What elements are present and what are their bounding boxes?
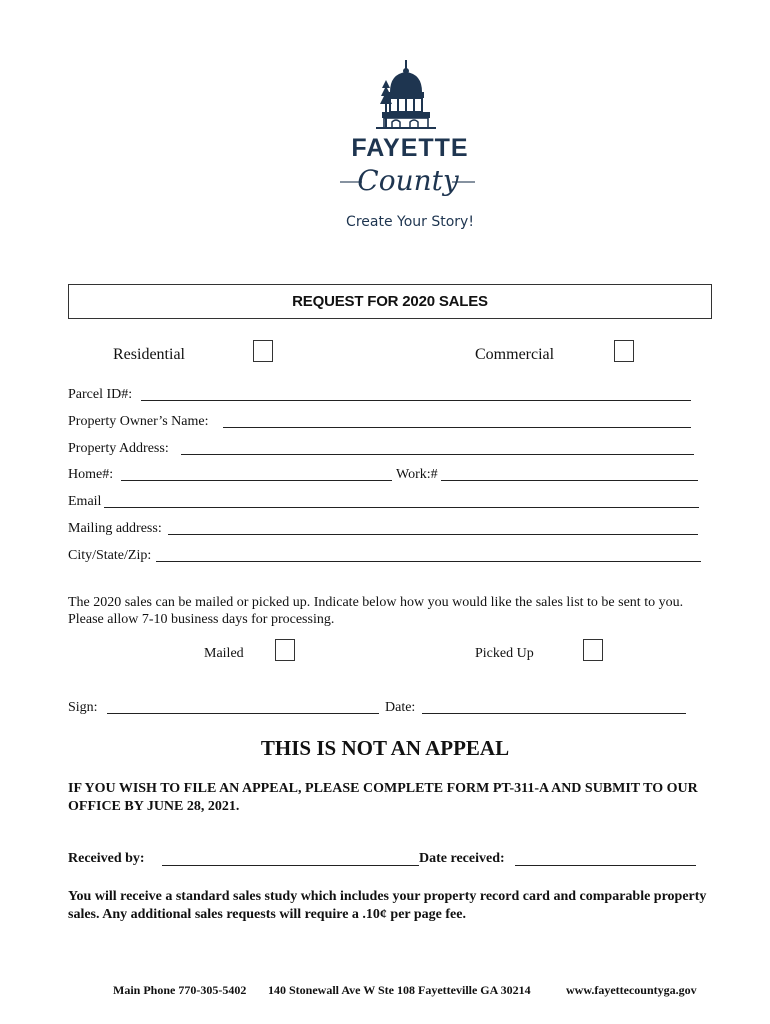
commercial-checkbox[interactable] [614, 340, 634, 362]
city-state-zip-label: City/State/Zip: [68, 548, 152, 563]
home-phone-line[interactable] [121, 480, 392, 481]
date-line[interactable] [422, 713, 686, 714]
owner-label: Property Owner’s Name: [68, 414, 209, 429]
work-phone-label: Work:# [396, 467, 438, 482]
date-received-line[interactable] [515, 865, 696, 866]
city-state-zip-line[interactable] [156, 561, 701, 562]
date-received-label: Date received: [419, 851, 505, 866]
commercial-label: Commercial [475, 346, 555, 363]
picked-up-checkbox[interactable] [583, 639, 603, 661]
email-line[interactable] [104, 507, 699, 508]
svg-text:County: County [357, 164, 459, 197]
owner-line[interactable] [223, 427, 691, 428]
home-phone-label: Home#: [68, 467, 114, 482]
email-label: Email [68, 494, 102, 509]
not-appeal-heading: THIS IS NOT AN APPEAL [260, 736, 510, 760]
residential-checkbox[interactable] [253, 340, 273, 362]
residential-label: Residential [113, 346, 185, 363]
footer-website[interactable]: www.fayettecountyga.gov [566, 983, 697, 997]
picked-up-label: Picked Up [475, 646, 534, 661]
svg-text:FAYETTE: FAYETTE [351, 134, 469, 162]
sign-label: Sign: [68, 700, 98, 715]
footer-address: 140 Stonewall Ave W Ste 108 Fayetteville GA 30214 [268, 983, 531, 997]
svg-text:Create Your Story!: Create Your Story! [346, 214, 474, 230]
address-line[interactable] [181, 454, 694, 455]
address-label: Property Address: [68, 441, 169, 456]
mailing-label: Mailing address: [68, 521, 162, 536]
sales-study-note: You will receive a standard sales study which includes your property record card and comparable property sales. Any additional sales requests will require a .10¢ per page fee. [68, 889, 707, 922]
signature-line[interactable] [107, 713, 379, 714]
footer-phone: Main Phone 770-305-5402 [113, 983, 247, 997]
form-title: REQUEST FOR 2020 SALES [68, 284, 712, 319]
received-by-label: Received by: [68, 851, 145, 866]
parcel-line[interactable] [141, 400, 691, 401]
work-phone-line[interactable] [441, 480, 698, 481]
parcel-label: Parcel ID#: [68, 387, 133, 402]
received-by-line[interactable] [162, 865, 419, 866]
delivery-instructions: The 2020 sales can be mailed or picked up. Indicate below how you would like the sales list to be sent to you. Please allow 7-10 business days for processing. [68, 595, 684, 627]
date-label: Date: [385, 700, 416, 715]
appeal-note: IF YOU WISH TO FILE AN APPEAL, PLEASE COMPLETE FORM PT-311-A AND SUBMIT TO OUR OFFICE BY JUNE 28, 2021. [68, 781, 698, 814]
mailing-line[interactable] [168, 534, 698, 535]
mailed-checkbox[interactable] [275, 639, 295, 661]
courthouse-icon [330, 58, 490, 233]
county-logo [330, 58, 490, 233]
mailed-label: Mailed [204, 646, 244, 661]
